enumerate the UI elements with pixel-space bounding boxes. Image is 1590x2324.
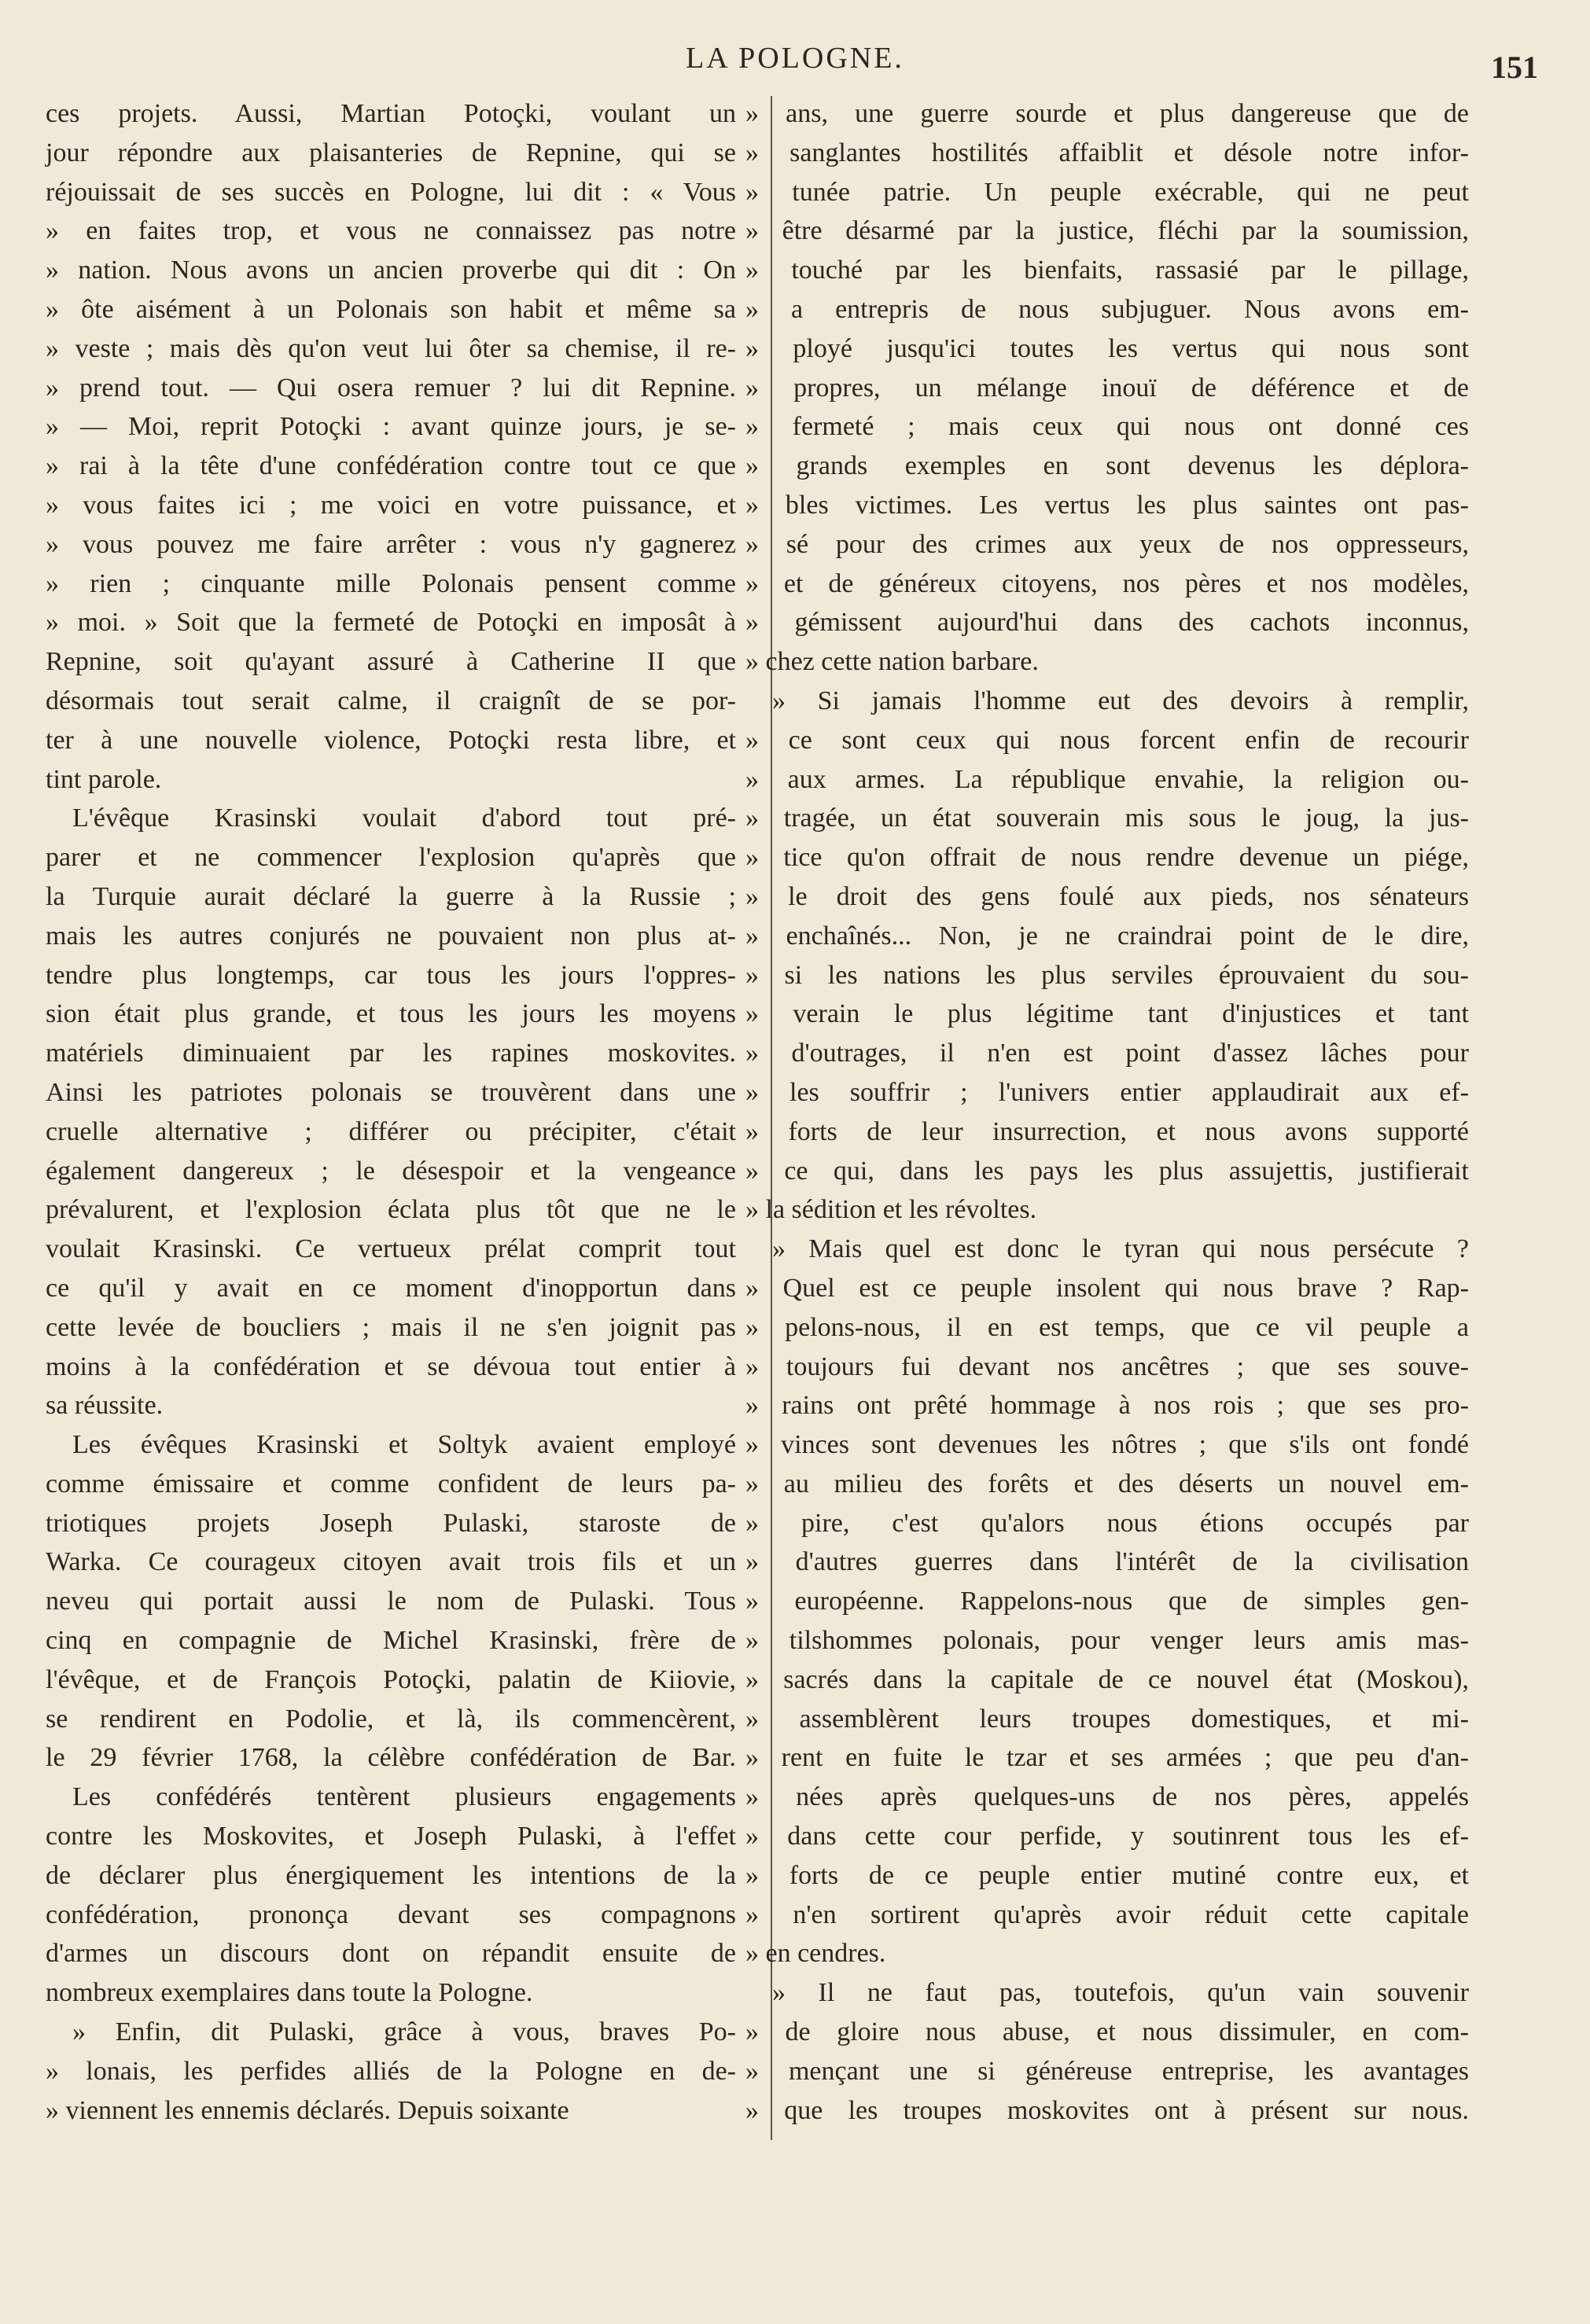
text-line: sa réussite.: [46, 1391, 164, 1421]
text-line: prévalurent, et l'explosion éclata plus tôt que ne le: [46, 1195, 736, 1225]
text-line: » tice qu'on offrait de nous rendre devenue un piége,: [745, 843, 1469, 873]
text-line: tint parole.: [46, 764, 162, 794]
text-line: » veste ; mais dès qu'on veut lui ôter sa chemise, il re-: [46, 333, 736, 363]
text-line: » ployé jusqu'ici toutes les vertus qui nous sont: [745, 333, 1469, 363]
text-line: Les évêques Krasinski et Soltyk avaient employé: [72, 1430, 736, 1460]
text-line: » forts de leur insurrection, et nous avons supporté: [745, 1116, 1469, 1146]
text-line: » fermeté ; mais ceux qui nous ont donné ces: [745, 412, 1469, 442]
text-line: » lonais, les perfides alliés de la Pologne en de-: [46, 2056, 736, 2086]
text-line: » d'autres guerres dans l'intérêt de la civilisation: [745, 1547, 1469, 1577]
text-line: » touché par les bienfaits, rassasié par le pillage,: [745, 256, 1469, 285]
text-line: également dangereux ; le désespoir et la vengeance: [46, 1156, 736, 1186]
text-line: mais les autres conjurés ne pouvaient non plus at-: [46, 921, 736, 951]
text-line: » vous faites ici ; me voici en votre puissance, et: [46, 490, 736, 520]
text-line: nombreux exemplaires dans toute la Pologne.: [46, 1978, 533, 2008]
text-line: Repnine, soit qu'ayant assuré à Catherine II que: [46, 647, 736, 677]
text-line: désormais tout serait calme, il craignît de se por-: [46, 686, 736, 715]
text-line: » être désarmé par la justice, fléchi par la soumission,: [745, 216, 1469, 246]
text-line: » que les troupes moskovites ont à présent sur nous.: [745, 2095, 1469, 2125]
text-line: » mençant une si généreuse entreprise, les avantages: [745, 2056, 1469, 2086]
text-line: » enchaînés... Non, je ne craindrai point de le dire,: [745, 921, 1469, 951]
text-line: Les confédérés tentèrent plusieurs engagements: [72, 1782, 736, 1812]
text-line: réjouissait de ses succès en Pologne, lui dit : « Vous: [46, 177, 736, 207]
text-line: » en faites trop, et vous ne connaissez pas notre: [46, 216, 736, 246]
text-line: sion était plus grande, et tous les jours les moyens: [46, 999, 736, 1029]
text-line: la Turquie aurait déclaré la guerre à la Russie ;: [46, 881, 736, 911]
text-line: » la sédition et les révoltes.: [745, 1195, 1037, 1225]
text-line: » sacrés dans la capitale de ce nouvel état (Moskou),: [745, 1664, 1469, 1694]
text-line: » ce sont ceux qui nous forcent enfin de recourir: [745, 725, 1469, 755]
text-line: » nation. Nous avons un ancien proverbe qui dit : On: [46, 256, 736, 285]
text-line: moins à la confédération et se dévoua tout entier à: [46, 1351, 736, 1381]
text-line: comme émissaire et comme confident de leurs pa-: [46, 1469, 736, 1498]
text-line: parer et ne commencer l'explosion qu'après que: [46, 843, 736, 873]
text-line: » assemblèrent leurs troupes domestiques, et mi-: [745, 1704, 1469, 1734]
text-line: » tunée patrie. Un peuple exécrable, qui ne peut: [745, 177, 1469, 207]
text-line: » ans, une guerre sourde et plus dangereuse que de: [745, 99, 1469, 128]
right-column: [745, 94, 1469, 2130]
text-line: » gémissent aujourd'hui dans des cachots inconnus,: [745, 608, 1469, 638]
text-line: ter à une nouvelle violence, Potoçki resta libre, et: [46, 725, 736, 755]
text-line: » pire, c'est qu'alors nous étions occupés par: [745, 1508, 1469, 1538]
text-line: » rien ; cinquante mille Polonais pensent comme: [46, 568, 736, 598]
text-line: » Mais quel est donc le tyran qui nous persécute ?: [772, 1234, 1469, 1264]
text-line: cette levée de boucliers ; mais il ne s'en joignit pas: [46, 1312, 736, 1342]
text-line: » pelons-nous, il en est temps, que ce vil peuple a: [745, 1312, 1469, 1342]
left-column: [46, 94, 736, 2130]
text-line: l'évêque, et de François Potoçki, palatin de Kiiovie,: [46, 1664, 736, 1694]
text-line: » tilshommes polonais, pour venger leurs amis mas-: [745, 1626, 1469, 1656]
text-line: » ce qui, dans les pays les plus assujettis, justifierait: [745, 1156, 1469, 1186]
text-line: » forts de ce peuple entier mutiné contre eux, et: [745, 1860, 1469, 1890]
text-line: » toujours fui devant nos ancêtres ; que ses souve-: [745, 1351, 1469, 1381]
page-number: 151: [1491, 50, 1538, 85]
text-line: » dans cette cour perfide, y soutinrent tous les ef-: [745, 1822, 1469, 1851]
text-line: » moi. » Soit que la fermeté de Potoçki en imposât à: [46, 608, 736, 638]
running-header: LA POLOGNE.: [686, 42, 904, 75]
text-line: » ôte aisément à un Polonais son habit et même sa: [46, 294, 736, 324]
text-line: ce qu'il y avait en ce moment d'inopportun dans: [46, 1273, 736, 1303]
text-line: » au milieu des forêts et des déserts un nouvel em-: [745, 1469, 1469, 1498]
text-line: de déclarer plus énergiquement les intentions de la: [46, 1860, 736, 1890]
text-line: » a entrepris de nous subjuguer. Nous avons em-: [745, 294, 1469, 324]
text-line: » européenne. Rappelons-nous que de simples gen-: [745, 1587, 1469, 1616]
text-line: neveu qui portait aussi le nom de Pulaski. Tous: [46, 1587, 736, 1616]
text-line: se rendirent en Podolie, et là, ils commencèrent,: [46, 1704, 736, 1734]
text-line: cinq en compagnie de Michel Krasinski, frère de: [46, 1626, 736, 1656]
text-line: L'évêque Krasinski voulait d'abord tout pré-: [72, 803, 736, 833]
text-line: » n'en sortirent qu'après avoir réduit cette capitale: [745, 1899, 1469, 1929]
text-line: » aux armes. La république envahie, la religion ou-: [745, 764, 1469, 794]
text-line: » vinces sont devenues les nôtres ; que s'ils ont fondé: [745, 1430, 1469, 1460]
text-line: » Enfin, dit Pulaski, grâce à vous, braves Po-: [72, 2017, 736, 2047]
text-line: » prend tout. — Qui osera remuer ? lui dit Repnine.: [46, 373, 736, 403]
text-line: triotiques projets Joseph Pulaski, staroste de: [46, 1508, 736, 1538]
text-line: » bles victimes. Les vertus les plus saintes ont pas-: [745, 490, 1469, 520]
text-line: » d'outrages, il n'en est point d'assez lâches pour: [745, 1039, 1469, 1068]
text-line: » rai à la tête d'une confédération contre tout ce que: [46, 451, 736, 481]
text-line: tendre plus longtemps, car tous les jours l'oppres-: [46, 960, 736, 990]
text-line: Warka. Ce courageux citoyen avait trois fils et un: [46, 1547, 736, 1577]
text-line: » nées après quelques-uns de nos pères, appelés: [745, 1782, 1469, 1812]
text-line: » de gloire nous abuse, et nous dissimuler, en com-: [745, 2017, 1469, 2047]
text-line: » rains ont prêté hommage à nos rois ; que ses pro-: [745, 1391, 1469, 1421]
text-line: » vous pouvez me faire arrêter : vous n'y gagnerez: [46, 529, 736, 559]
text-line: d'armes un discours dont on répandit ensuite de: [46, 1939, 736, 1969]
text-line: » rent en fuite le tzar et ses armées ; que peu d'an-: [745, 1743, 1469, 1773]
text-line: » Si jamais l'homme eut des devoirs à remplir,: [772, 686, 1469, 715]
text-line: ces projets. Aussi, Martian Potoçki, voulant un: [46, 99, 736, 128]
text-line: » grands exemples en sont devenus les déplora-: [745, 451, 1469, 481]
text-line: » Il ne faut pas, toutefois, qu'un vain souvenir: [772, 1978, 1469, 2008]
text-line: » Quel est ce peuple insolent qui nous brave ? Rap-: [745, 1273, 1469, 1303]
text-line: » verain le plus légitime tant d'injustices et tant: [745, 999, 1469, 1029]
text-line: contre les Moskovites, et Joseph Pulaski, à l'effet: [46, 1822, 736, 1851]
text-line: » le droit des gens foulé aux pieds, nos sénateurs: [745, 881, 1469, 911]
text-line: » viennent les ennemis déclarés. Depuis soixante: [46, 2095, 569, 2125]
text-line: confédération, prononça devant ses compagnons: [46, 1899, 736, 1929]
text-line: » si les nations les plus serviles éprouvaient du sou-: [745, 960, 1469, 990]
text-line: » sé pour des crimes aux yeux de nos oppresseurs,: [745, 529, 1469, 559]
text-line: » tragée, un état souverain mis sous le joug, la jus-: [745, 803, 1469, 833]
text-line: le 29 février 1768, la célèbre confédération de Bar.: [46, 1743, 736, 1773]
text-line: » — Moi, reprit Potoçki : avant quinze jours, je se-: [46, 412, 736, 442]
text-line: » et de généreux citoyens, nos pères et nos modèles,: [745, 568, 1469, 598]
text-line: » sanglantes hostilités affaiblit et désole notre infor-: [745, 138, 1469, 167]
text-line: » chez cette nation barbare.: [745, 647, 1039, 677]
text-line: » propres, un mélange inouï de déférence et de: [745, 373, 1469, 403]
text-line: jour répondre aux plaisanteries de Repnine, qui se: [46, 138, 736, 167]
text-line: » les souffrir ; l'univers entier applaudirait aux ef-: [745, 1077, 1469, 1107]
text-line: » en cendres.: [745, 1939, 886, 1969]
text-line: cruelle alternative ; différer ou précipiter, c'était: [46, 1116, 736, 1146]
text-line: voulait Krasinski. Ce vertueux prélat comprit tout: [46, 1234, 736, 1264]
text-line: matériels diminuaient par les rapines moskovites.: [46, 1039, 736, 1068]
text-line: Ainsi les patriotes polonais se trouvèrent dans une: [46, 1077, 736, 1107]
